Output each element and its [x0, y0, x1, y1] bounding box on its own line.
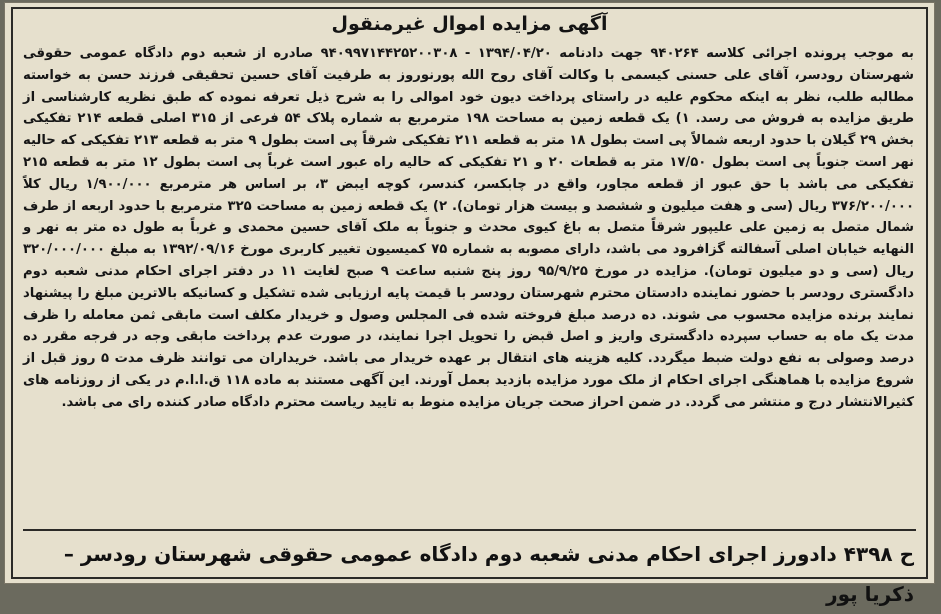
footer-divider: [23, 529, 916, 531]
notice-frame: [11, 7, 928, 606]
notice-title: آگهی مزایده اموال غیرمنقول: [331, 13, 608, 35]
newspaper-clipping: [4, 2, 935, 606]
notice-signature: ح ۴۳۹۸ دادورز اجرای احکام مدنی شعبه دوم دادگاه عمومی حقوقی شهرستان رودسر – ذکریا پور: [63, 542, 914, 606]
notice-body: به موجب پرونده اجرائی کلاسه ۹۴۰۲۶۴ جهت دادنامه ۱۳۹۴/۰۴/۲۰ - ۹۴۰۹۹۷۱۴۴۲۵۲۰۰۳۰۸ صادره از شعبه دوم دادگاه عمومی حقوقی شهرستان رودسر، آقای علی حسنی کیسمی با وکالت آقای روح الله پورنوروز به طرفیت آقای حسین تحقیقی فرزند حسن به خواسته مطالبه طلب، نظر به اینکه محکوم علیه در راستای پرداخت دیون خود اموالی را به شرح ذیل تعرفه نموده که طبق نظریه کارشناسی از طریق مزایده به فروش می رسد. ۱) یک قطعه زمین به مساحت ۱۹۸ مترمربع به شماره پلاک ۵۴ فرعی از ۳۱۵ اصلی قطعه ۲۱۴ تفکیکی بخش ۲۹ گیلان با حدود اربعه شمالاً پی است بطول ۱۸ متر به قطعه ۲۱۱ تفکیکی شرقاً پی است بطول ۹ متر به قطعه ۲۱۳ تفکیکی که حالیه نهر است جنوباً پی است بطول ۱۷/۵۰ متر به قطعات ۲۰ و ۲۱ تفکیکی که حالیه راه عبور است غرباً پی است بطول ۱۲ متر به قطعه ۲۱۵ تفکیکی می باشد با حق عبور از قطعه مجاور، واقع در چابکسر، کندسر، کوچه ایبض ۳، بر اساس هر مترمربع ۱/۹۰۰/۰۰۰ ریال کلاً ۳۷۶/۲۰۰/۰۰۰ ریال (سی و هفت میلیون و ششصد و بیست هزار تومان). ۲) یک قطعه زمین به مساحت ۳۲۵ مترمربع با حدود اربعه از طرف شمال متصل به زمین علی علیپور شرقاً متصل به باغ کیوی محدث و جنوباً به ملک آقای حسین محمدی و غرباً به طول ده متر به نهر و النهایه خیابان اصلی آسفالته گزافرود می باشد، دارای مصوبه به شماره ۷۵ کمیسیون تغییر کاربری مورخ ۱۳۹۲/۰۹/۱۶ به مبلغ ۳۲۰/۰۰۰/۰۰۰ ریال (سی و دو میلیون تومان). مزایده در مورخ ۹۵/۹/۲۵ روز پنج شنبه ساعت ۹ صبح لغایت ۱۱ در دفتر اجرای احکام مدنی شعبه دوم دادگستری رودسر با حضور نماینده دادستان محترم شهرستان رودسر با قیمت پایه ارزیابی شده تشکیل و کسانیکه بالاترین مبلغ را پیشنهاد نمایند برنده مزایده محسوب می شوند. ده درصد مبلغ فروخته شده فی المجلس وصول و خریدار مکلف است مابقی ثمن معامله را ظرف مدت یک ماه به حساب سپرده دادگستری واریز و اصل قبض را تحویل اجرا نمایند، در صورت عدم پرداخت مابقی وجه در فرجه مقرر ده درصد وصولی به نفع دولت ضبط میگردد. کلیه هزینه های انتقال بر عهده خریدار می باشد. خریداران می توانند ظرف مدت ۵ روز قبل از شروع مزایده با هماهنگی اجرای احکام از ملک مورد مزایده بازدید بعمل آورند. این آگهی مستند به ماده ۱۱۸ ق.ا.ا.م در یکی از روزنامه های کثیرالانتشار درج و منتشر می گردد. در ضمن احراز صحت جریان مزایده منوط به تایید ریاست محترم دادگاه صادر کننده رای می باشد.: [23, 46, 915, 410]
